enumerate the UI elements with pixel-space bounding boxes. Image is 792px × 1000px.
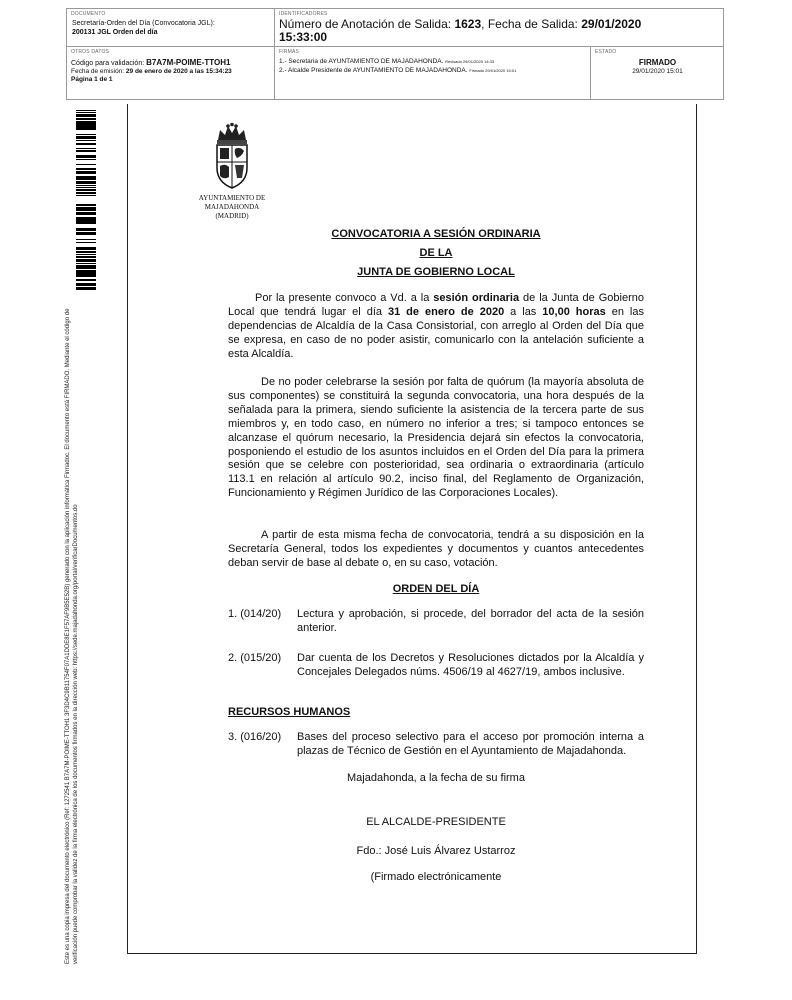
side-verification-text-2 [72,304,80,964]
coat-of-arms-icon [209,122,255,192]
document-metadata-table [66,8,724,100]
agenda-item [228,652,644,680]
validation-code-label: Código para validación: [71,60,147,67]
ayuntamiento-label [190,194,274,221]
agenda-item-number: 3. (016/20) [228,731,282,743]
documento-line1: Secretaría-Orden del Día (Convocatoria JGL): [72,20,215,27]
otros-datos-cell [67,47,275,100]
firmas-caption: FIRMAS [279,49,300,55]
paragraph-disposicion: A partir de esta misma fecha de convocatoria, tendrá a su disposición en la Secretaría General, todos los expedientes y documentos y cuantos antecedentes deban servir de base al debate o, en su caso, votación. [228,529,644,569]
otros-datos-caption: OTROS DATOS [71,49,110,55]
closing-electronic: (Firmado electrónicamente [370,871,502,883]
agenda-item-number: 1. (014/20) [228,608,282,620]
ayuntamiento-line1: AYUNTAMIENTO DE [198,194,266,202]
estado-date: 29/01/2020 15:01 [632,68,683,75]
estado-cell [591,47,724,100]
closing-role: EL ALCALDE-PRESIDENTE [366,816,506,828]
salida-time: 15:33:00 [279,30,328,44]
salida-mid: , Fecha de Salida: [481,17,582,31]
salida-prefix: Número de Anotación de Salida: [279,17,455,31]
identificadores-caption: IDENTIFICADORES [279,11,328,17]
emission-date-value: 29 de enero de 2020 a las 15:34:23 [125,68,232,75]
firma-2-text: 2.- Alcalde Presidente de AYUNTAMIENTO DE MAJADAHONDA. [279,67,468,74]
orden-del-dia-heading: ORDEN DEL DÍA [392,583,480,595]
salida-info [279,18,720,44]
documento-cell [67,9,275,47]
ayuntamiento-line3: (MADRID) [215,212,249,220]
validation-code-value: B7A7M-POIME-TTOH1 [146,58,231,67]
side-text-line2: verificación puede comprobar la validez de la firma electrónica de los documentos firmados en la dirección web: https://sede.majadahonda.org/portal/verificarDocumentos.do [73,504,79,964]
title-line1: CONVOCATORIA A SESIÓN ORDINARIA [331,228,541,240]
firma-2-detail: Firmado 29/01/2020 15:01 [469,68,517,73]
title-line3: JUNTA DE GOBIERNO LOCAL [357,266,515,278]
title-line2: DE LA [419,247,453,259]
recursos-humanos-heading: RECURSOS HUMANOS [228,706,351,718]
barcode-icon [76,110,96,290]
agenda-item-text: Lectura y aprobación, si procede, del borrador del acta de la sesión anterior. [297,608,644,634]
identificadores-cell [275,9,724,47]
closing-signer: Fdo.: José Luis Álvarez Ustarroz [356,845,516,857]
emission-date-label: Fecha de emisión: [71,68,126,75]
firma-1-text: 1.- Secretaria de AYUNTAMIENTO DE MAJADAHONDA. [279,58,444,65]
validation-code [71,58,270,68]
side-text-line1: Este es una copia impresa del documento electrónico (Ref: 1272541 B7A7M-POIME-TTOH1 3F3D4C9B11754F07A1DDE8E1F57AF9B5E52B) generado con la aplicación informática Firmadoc. El documento está FIRMADO. Mediante el código de [65,308,71,964]
agenda-item-number: 2. (015/20) [228,652,282,664]
documento-name [71,19,270,37]
page-count: Página 1 de 1 [71,76,113,83]
agenda-item-text: Bases del proceso selectivo para el acceso por promoción interna a plazas de Técnico de Gestión en el Ayuntamiento de Majadahonda. [297,731,644,757]
estado-value: FIRMADO [638,58,677,67]
firma-2 [279,66,586,75]
documento-caption: DOCUMENTO [71,11,106,17]
agenda-item-text: Dar cuenta de los Decretos y Resoluciones dictados por la Alcaldía y Concejales Delegados núms. 4506/19 al 4627/19, ambos inclusive. [297,652,644,678]
paragraph-convocatoria: Por la presente convoco a Vd. a la sesión ordinaria de la Junta de Gobierno Local que tendrá lugar el día 31 de enero de 2020 a las 10,00 horas en las dependencias de Alcaldía de la Casa Consistorial, con arreglo al Orden del Día que se expresa, en caso de no poder asistir, comunicarlo con la antelación suficiente a esta Alcaldía. [228,292,644,360]
estado-caption: ESTADO [595,49,617,55]
documento-line2: 200131 JGL Orden del día [72,29,158,36]
firmas-cell [275,47,591,100]
ayuntamiento-line2: MAJADAHONDA [204,203,260,211]
salida-date: 29/01/2020 [581,17,642,31]
agenda-item [228,731,644,759]
firma-1 [279,57,586,66]
side-verification-text [64,304,72,964]
paragraph-quorum: De no poder celebrarse la sesión por falta de quórum (la mayoría absoluta de sus componentes) se constituirá la segunda convocatoria, una hora después de la señalada para la primera, siendo suficiente la asistencia de la tercera parte de sus miembros y, en todo caso, en número no inferior a tres; si tampoco entonces se alcanzase el quórum necesario, la Presidencia dejará sin efectos la convocatoria, posponiendo el estudio de los asuntos incluidos en el Orden del Día para la primera sesión que se celebre con posterioridad, sea ordinaria o extraordinaria (artículo 113.1 en relación al artículo 90.2, inciso final, del Reglamento de Organización, Funcionamiento y Régimen Jurídico de las Corporaciones Locales). [228,376,644,500]
salida-number: 1623 [454,17,482,31]
agenda-item [228,608,644,636]
emission-date [71,68,270,76]
closing-place: Majadahonda, a la fecha de su firma [347,772,525,784]
firma-1-detail: Revisado 29/01/2020 14:33 [445,59,495,64]
